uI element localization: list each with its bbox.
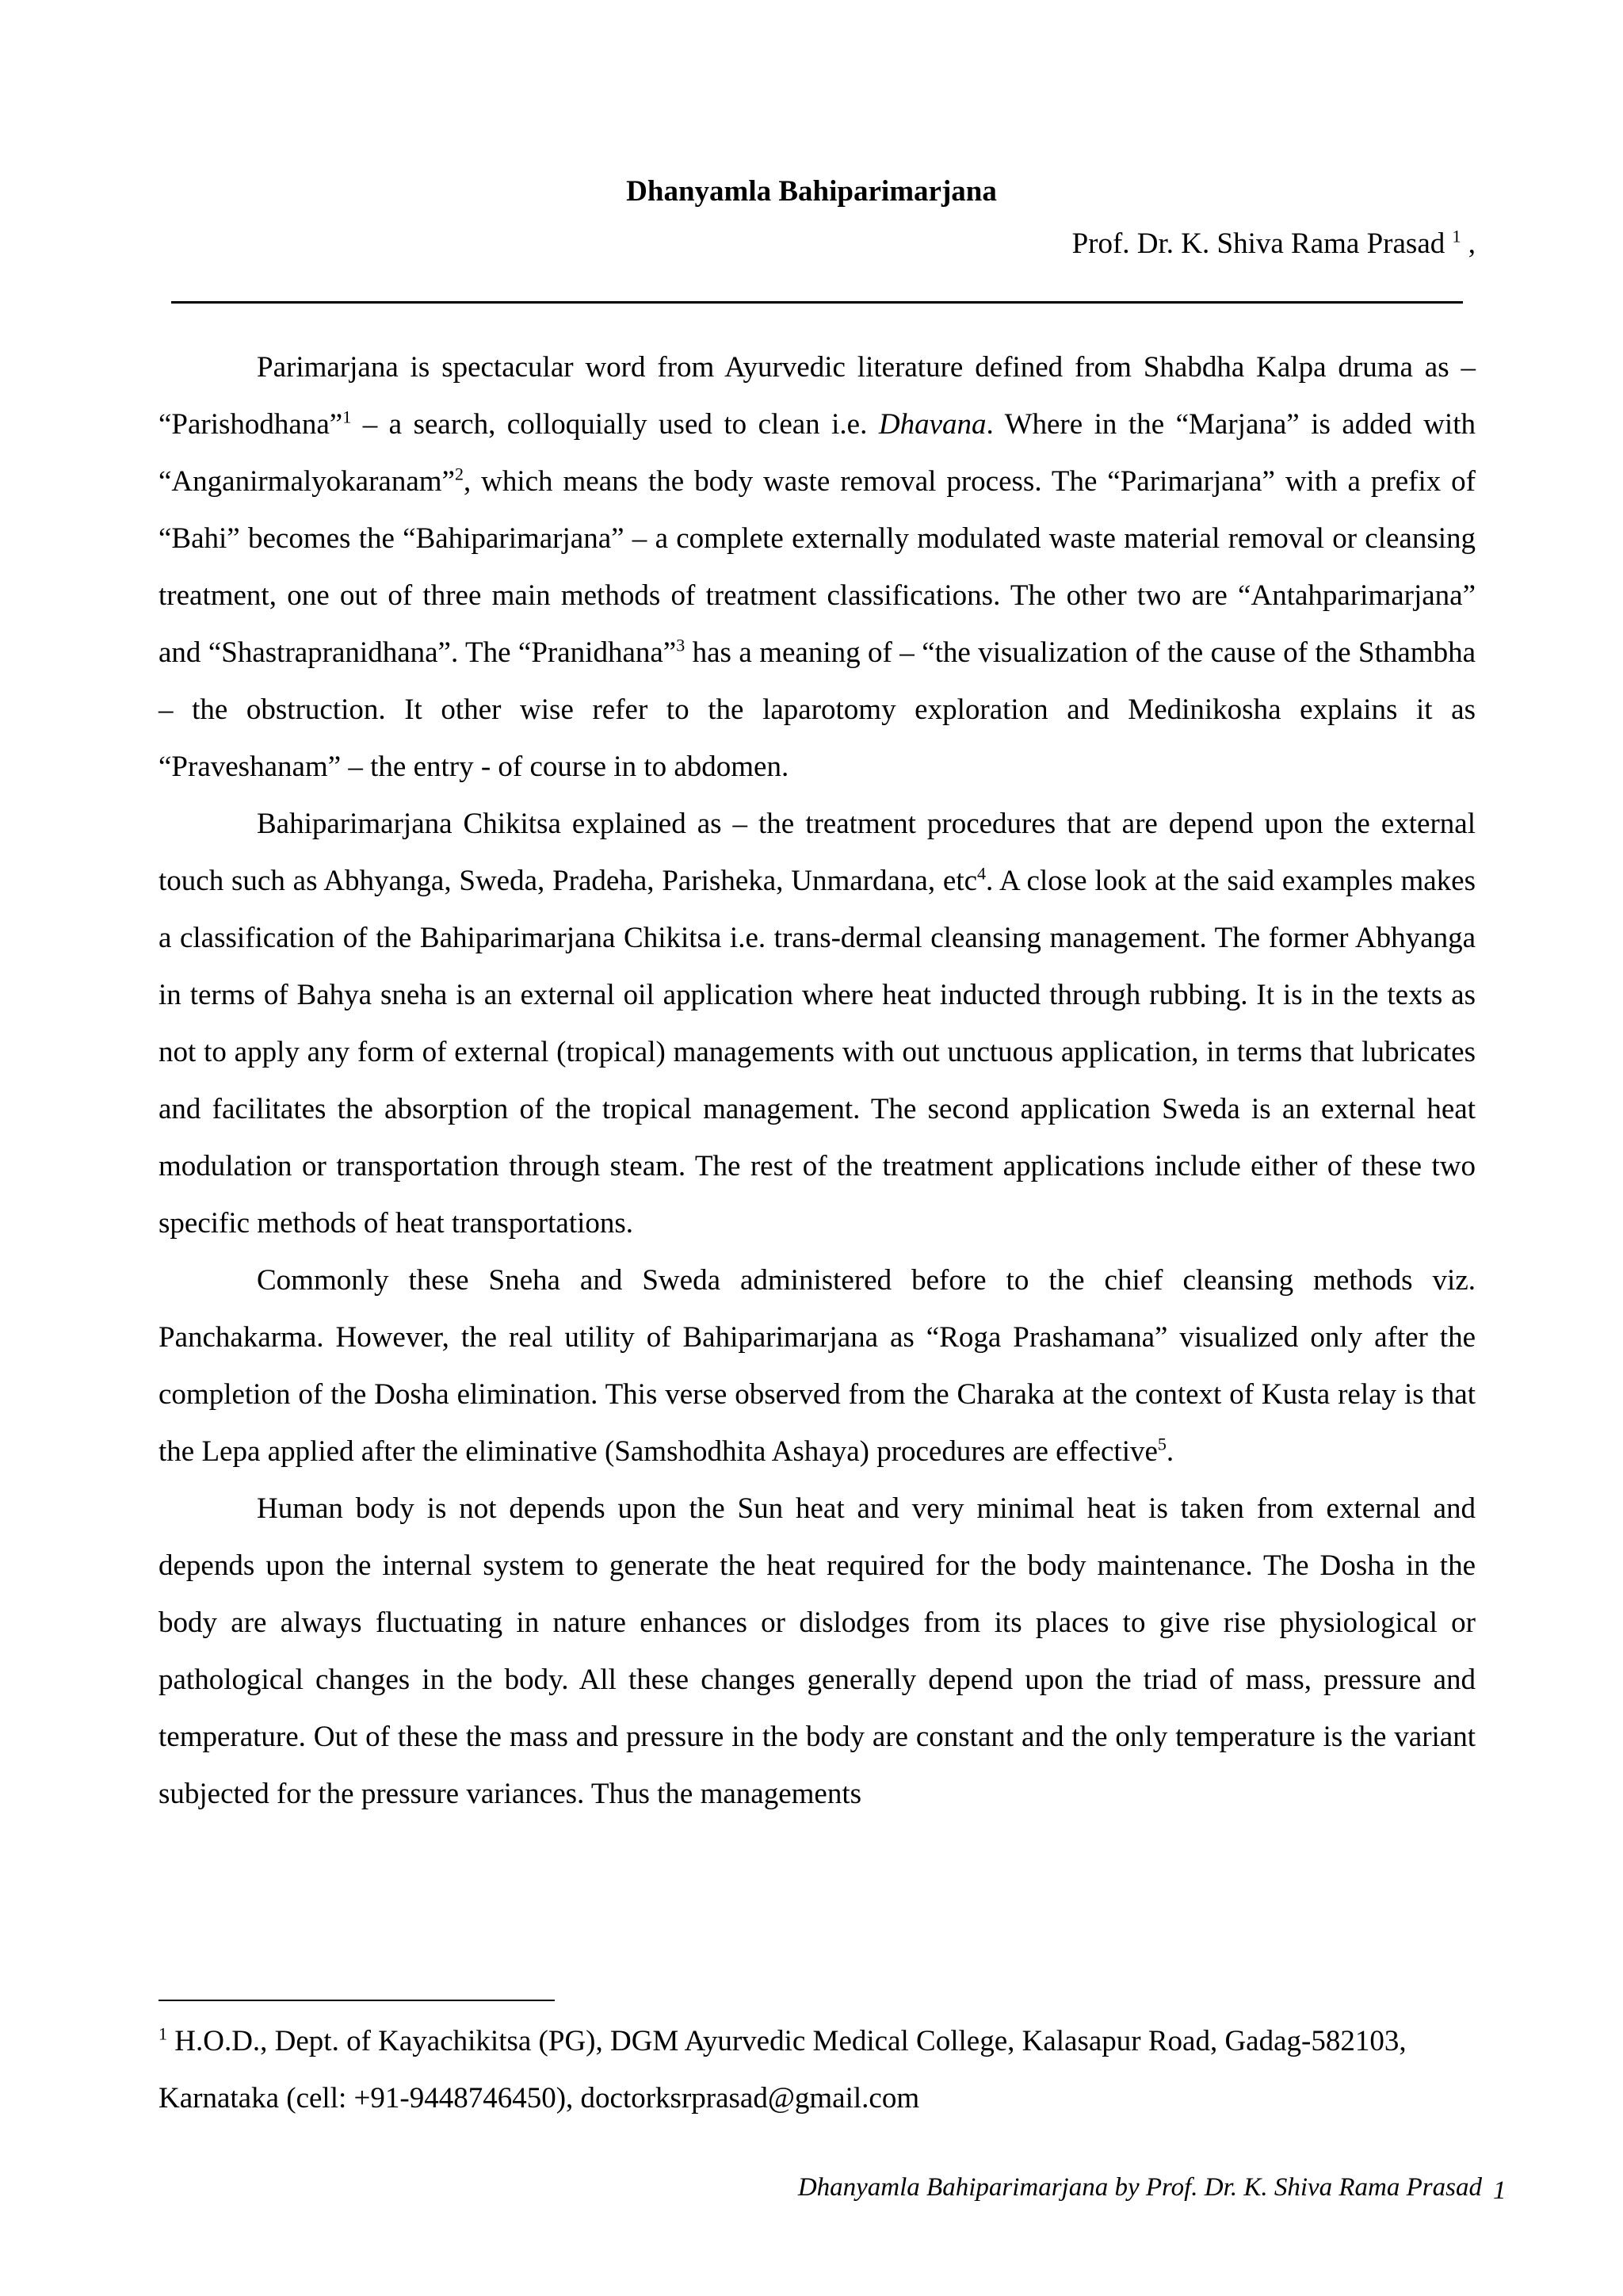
italic-term: Dhavana (878, 408, 987, 441)
citation-marker: 4 (977, 863, 987, 884)
paragraph-text: . A close look at the said examples makes a classification of the Bahiparimarjana Chikitsa i.e. trans-dermal cleansing management. The former Abhyanga in terms of Bahya sneha is an external oil application where heat inducted through rubbing. It is in the texts as not to apply any form of external (tropical) managements with out unctuous application, in terms that lubricates and facilitates the absorption of the tropical management. The second application Sweda is an external heat modulation or transportation through steam. The rest of the treatment applications include either of these two specific methods of heat transportations. (158, 865, 1476, 1240)
paragraph-text: . (1166, 1435, 1174, 1468)
paragraph-text: . Where in the “Marjana” is added with “Anganirmalyokaranam” (158, 408, 1476, 498)
document-title: Dhanyamla Bahiparimarjana (626, 175, 997, 208)
author-footnote-marker: 1 (1452, 226, 1461, 246)
paragraph-4 (158, 1480, 1476, 1823)
paragraph-text: Parimarjana is spectacular word from Ayurvedic literature defined from Shabdha Kalpa druma as – “Parishodhana” (158, 351, 1476, 441)
footnote (158, 2013, 1476, 2127)
body-text (158, 339, 1476, 1823)
paragraph-text: – a search, colloquially used to clean i.e. (351, 408, 879, 441)
paragraph-3 (158, 1252, 1476, 1480)
paragraph-text: Commonly these Sneha and Sweda administered before to the chief cleansing methods viz. Panchakarma. However, the real utility of Bahiparimarjana as “Roga Prashamana” visualized only after the completion of the Dosha elimination. This verse observed from the Charaka at the context of Kusta relay is that the Lepa applied after the eliminative (Samshodhita Ashaya) procedures are effective (158, 1264, 1476, 1468)
footnote-divider (158, 2000, 555, 2001)
running-footer: Dhanyamla Bahiparimarjana by Prof. Dr. K. Shiva Rama Prasad (797, 2173, 1482, 2202)
header-divider (171, 301, 1463, 304)
paragraph-text: Bahiparimarjana Chikitsa explained as – the treatment procedures that are depend upon the external touch such as Abhyanga, Sweda, Pradeha, Parisheka, Unmardana, etc (158, 808, 1476, 897)
paragraph-text: Human body is not depends upon the Sun heat and very minimal heat is taken from external and depends upon the internal system to generate the heat required for the body maintenance. The Dosha in the body are always fluctuating in nature enhances or dislodges from its places to give rise physiological or pathological changes in the body. All these changes generally depend upon the triad of mass, pressure and temperature. Out of these the mass and pressure in the body are constant and the only temperature is the variant subjected for the pressure variances. Thus the managements (158, 1492, 1476, 1810)
footnote-marker: 1 (158, 2023, 167, 2044)
author-suffix: , (1461, 227, 1476, 260)
paragraph-1 (158, 339, 1476, 796)
author-line (1072, 227, 1476, 261)
citation-marker: 5 (1157, 1434, 1167, 1454)
paragraph-text: has a meaning of – “the visualization of the cause of the Sthambha – the obstruction. It other wise refer to the laparotomy exploration and Medinikosha explains it as “Praveshanam” – the entry - of course in to abdomen. (158, 636, 1476, 783)
paragraph-text: , which means the body waste removal process. The “Parimarjana” with a prefix of “Bahi” becomes the “Bahiparimarjana” – a complete externally modulated waste material removal or cleansing treatment, one out of three main methods of treatment classifications. The other two are “Antahparimarjana” and “Shastrapranidhana”. The “Pranidhana” (158, 465, 1476, 669)
citation-marker: 2 (454, 464, 464, 484)
paragraph-2 (158, 796, 1476, 1252)
author-name: Prof. Dr. K. Shiva Rama Prasad (1071, 227, 1445, 260)
page-number: 1 (1493, 2176, 1507, 2205)
citation-marker: 1 (342, 407, 352, 427)
footnote-text: H.O.D., Dept. of Kayachikitsa (PG), DGM Ayurvedic Medical College, Kalasapur Road, Gadag-582103, Karnataka (cell: +91-9448746450), doctorksrprasad@gmail.com (158, 2025, 1407, 2115)
citation-marker: 3 (676, 635, 685, 655)
